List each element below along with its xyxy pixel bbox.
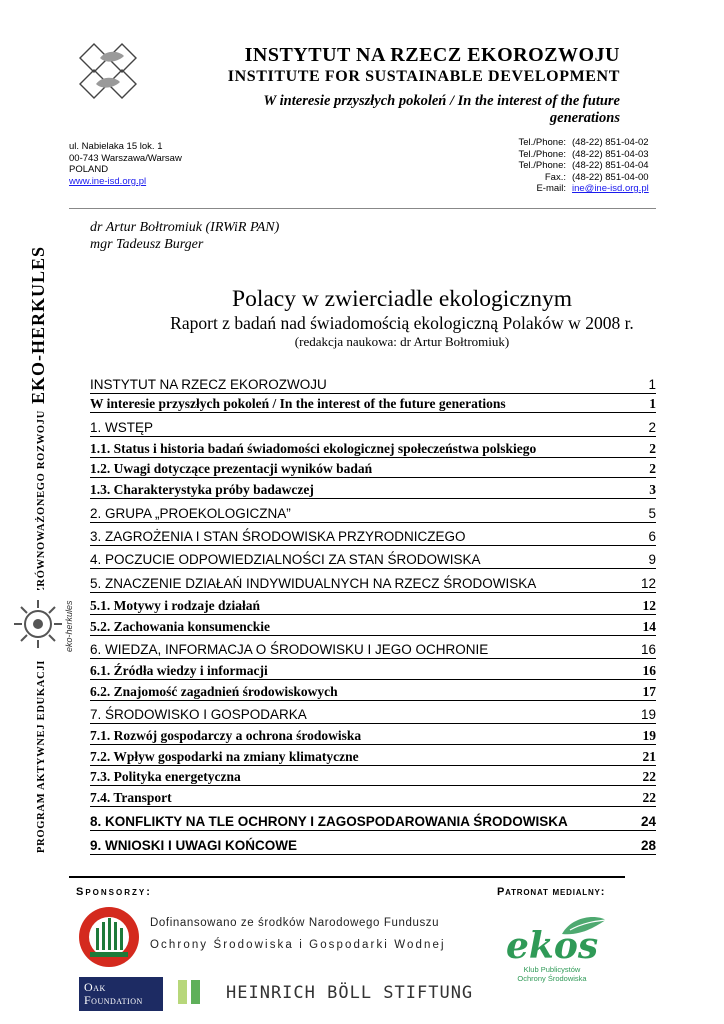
side-program-band (28, 213, 56, 853)
institute-name-pl: INSTYTUT NA RZECZ EKOROZWOJU (244, 44, 620, 66)
toc-entry-title: 5. ZNACZENIE DZIAŁAŃ INDYWIDUALNYCH NA RZECZ ŚRODOWISKA (90, 576, 537, 591)
toc-entry-page: 12 (642, 598, 656, 613)
toc-entry-title: 8. KONFLIKTY NA TLE OCHRONY I ZAGOSPODAROWANIA ŚRODOWISKA (90, 814, 568, 829)
contact-label: Fax.: (544, 171, 566, 183)
toc-entry[interactable] (90, 684, 656, 701)
oak-line-1: Oak (84, 980, 106, 994)
report-title: Polacy w zwierciadle ekologicznym (232, 286, 572, 312)
toc-entry-title: 5.1. Motywy i rodzaje działań (90, 598, 260, 613)
contact-row (430, 160, 656, 172)
address-street: ul. Nabielaka 15 lok. 1 (69, 141, 163, 152)
toc-entry-title: 1.2. Uwagi dotyczące prezentacji wyników badań (90, 461, 373, 476)
institute-logo (74, 40, 144, 102)
toc-entry-title: 2. GRUPA „PROEKOLOGICZNA” (90, 506, 291, 521)
toc-entry-title: 6.1. Źródła wiedzy i informacji (90, 663, 268, 678)
toc-entry-title: 7.1. Rozwój gospodarczy a ochrona środowiska (90, 728, 362, 743)
ekos-logo-text: ekos (506, 925, 599, 967)
contact-label: Tel./Phone: (518, 160, 566, 171)
toc-entry-page: 22 (642, 790, 656, 805)
toc-entry-title: 7.2. Wpływ gospodarki na zmiany klimatyczne (90, 749, 359, 764)
toc-entry-page: 1 (648, 377, 656, 392)
contact-row (430, 183, 656, 195)
toc-entry-title: 7. ŚRODOWISKO I GOSPODARKA (90, 707, 307, 722)
toc-entry-page: 12 (640, 576, 656, 591)
toc-entry[interactable] (90, 619, 656, 636)
toc-entry[interactable] (90, 641, 656, 659)
toc-entry-page: 14 (642, 619, 656, 634)
report-subtitle: Raport z badań nad świadomością ekologiczną Polaków w 2008 r. (170, 313, 634, 333)
toc-entry[interactable] (90, 837, 656, 855)
toc-entry-page: 2 (649, 441, 656, 456)
contact-label: Tel./Phone: (518, 148, 566, 160)
institute-name-en: INSTITUTE FOR SUSTAINABLE DEVELOPMENT (227, 68, 620, 85)
toc-entry-title: INSTYTUT NA RZECZ EKOROZWOJU (90, 377, 327, 392)
contact-value: (48-22) 851-04-00 (572, 171, 649, 183)
toc-entry-page: 6 (648, 529, 656, 544)
toc-entry-page: 2 (649, 461, 656, 476)
toc-entry-page: 19 (640, 707, 656, 722)
ekos-logo (500, 912, 612, 986)
author-2: mgr Tadeusz Burger (90, 237, 204, 252)
toc-entry[interactable] (90, 419, 656, 437)
contact-value: (48-22) 851-04-03 (572, 148, 649, 160)
toc-entry[interactable] (90, 461, 656, 478)
toc-entry-title: 5.2. Zachowania konsumenckie (90, 619, 271, 634)
oak-foundation-logo (79, 977, 163, 1011)
eko-herkules-logo (8, 590, 80, 660)
address-block (69, 141, 182, 187)
ekos-subtitle-2: Ochrony Środowiska (517, 974, 587, 983)
toc-entry-page: 24 (640, 814, 656, 829)
author-1: dr Artur Bołtromiuk (IRWiR PAN) (90, 220, 280, 235)
boll-foundation-name: HEINRICH BÖLL STIFTUNG (226, 983, 474, 1003)
toc-entry[interactable] (90, 663, 656, 680)
toc-entry[interactable] (90, 505, 656, 523)
toc-entry[interactable] (90, 575, 656, 593)
oak-line-2: Foundation (84, 993, 143, 1007)
toc-entry-title: 6. WIEDZA, INFORMACJA O ŚRODOWISKU I JEGO OCHRONIE (90, 642, 489, 657)
toc-entry[interactable] (90, 728, 656, 745)
address-city: 00-743 Warszawa/Warsaw (69, 152, 182, 164)
contact-label: Tel./Phone: (518, 137, 566, 148)
contact-row (430, 149, 656, 161)
toc-entry-page: 16 (642, 663, 656, 678)
toc-entry[interactable] (90, 551, 656, 569)
toc-entry[interactable] (90, 706, 656, 724)
toc-entry-page: 16 (640, 642, 656, 657)
toc-entry[interactable] (90, 790, 656, 807)
toc-entry-page: 17 (642, 684, 656, 699)
toc-entry-title: 7.3. Polityka energetyczna (90, 769, 241, 784)
toc-entry[interactable] (90, 376, 656, 394)
funding-line-2: Ochrony Środowiska i Gospodarki Wodnej (150, 939, 446, 951)
contact-value: (48-22) 851-04-02 (572, 137, 649, 148)
toc-entry-title: 7.4. Transport (90, 790, 172, 805)
report-editors: (redakcja naukowa: dr Artur Bołtromiuk) (294, 334, 510, 349)
toc-entry[interactable] (90, 769, 656, 786)
website-link[interactable]: www.ine-isd.org.pl (69, 175, 147, 187)
toc-entry-page: 22 (642, 769, 656, 784)
header-divider (69, 208, 656, 209)
toc-entry-title: 1.1. Status i historia badań świadomości ekologicznej społeczeństwa polskiego (90, 441, 537, 456)
toc-entry[interactable] (90, 528, 656, 546)
sponsors-label: Sponsorzy: (76, 886, 152, 898)
motto-line-2: generations (549, 110, 620, 126)
toc-entry[interactable] (90, 749, 656, 766)
toc-entry-page: 5 (648, 506, 656, 521)
toc-entry-title: W interesie przyszłych pokoleń / In the interest of the future generations (90, 396, 506, 411)
toc-entry[interactable] (90, 482, 656, 499)
footer-divider (69, 876, 625, 878)
media-patronage-label: Patronat medialny: (497, 886, 606, 898)
toc-entry-page: 28 (640, 838, 656, 853)
toc-entry-page: 19 (642, 728, 656, 743)
toc-entry-title: 3. ZAGROŻENIA I STAN ŚRODOWISKA PRZYRODNICZEGO (90, 529, 466, 544)
toc-entry-title: 1. WSTĘP (90, 420, 154, 435)
toc-entry[interactable] (90, 813, 656, 831)
nfosigw-logo (78, 906, 140, 968)
toc-entry-title: 6.2. Znajomość zagadnień środowiskowych (90, 684, 338, 699)
contact-value: (48-22) 851-04-04 (572, 160, 649, 171)
ekos-subtitle-1: Klub Publicystów (523, 965, 581, 974)
eko-herkules-logo-text: eko-herkules (64, 600, 74, 652)
toc-entry[interactable] (90, 598, 656, 615)
address-country: POLAND (69, 164, 109, 175)
toc-entry-page: 3 (649, 482, 656, 497)
authors (90, 219, 279, 253)
institute-motto (200, 93, 620, 127)
email-link[interactable]: ine@ine-isd.org.pl (572, 183, 649, 194)
contact-label: E-mail: (536, 183, 566, 194)
side-program-name: EKO-HERKULES (28, 245, 48, 404)
contact-row (430, 137, 656, 149)
toc-entry-page: 2 (648, 420, 656, 435)
toc-entry-page: 1 (649, 396, 656, 411)
toc-entry-page: 9 (648, 552, 656, 567)
funding-line-1: Dofinansowano ze środków Narodowego Funduszu (150, 917, 440, 929)
toc-entry[interactable] (90, 441, 656, 458)
contact-block (430, 137, 656, 195)
motto-line-1: W interesie przyszłych pokoleń / In the interest of the future (263, 93, 620, 109)
toc-entry-title: 4. POCZUCIE ODPOWIEDZIALNOŚCI ZA STAN ŚRODOWISKA (90, 552, 481, 567)
toc-entry-page: 21 (642, 749, 656, 764)
toc-entry-title: 1.3. Charakterystyka próby badawczej (90, 482, 314, 497)
contact-row (430, 172, 656, 184)
toc-entry[interactable] (90, 396, 656, 413)
toc-entry-title: 9. WNIOSKI I UWAGI KOŃCOWE (90, 838, 298, 853)
boll-foundation-mark-icon (178, 980, 214, 1004)
